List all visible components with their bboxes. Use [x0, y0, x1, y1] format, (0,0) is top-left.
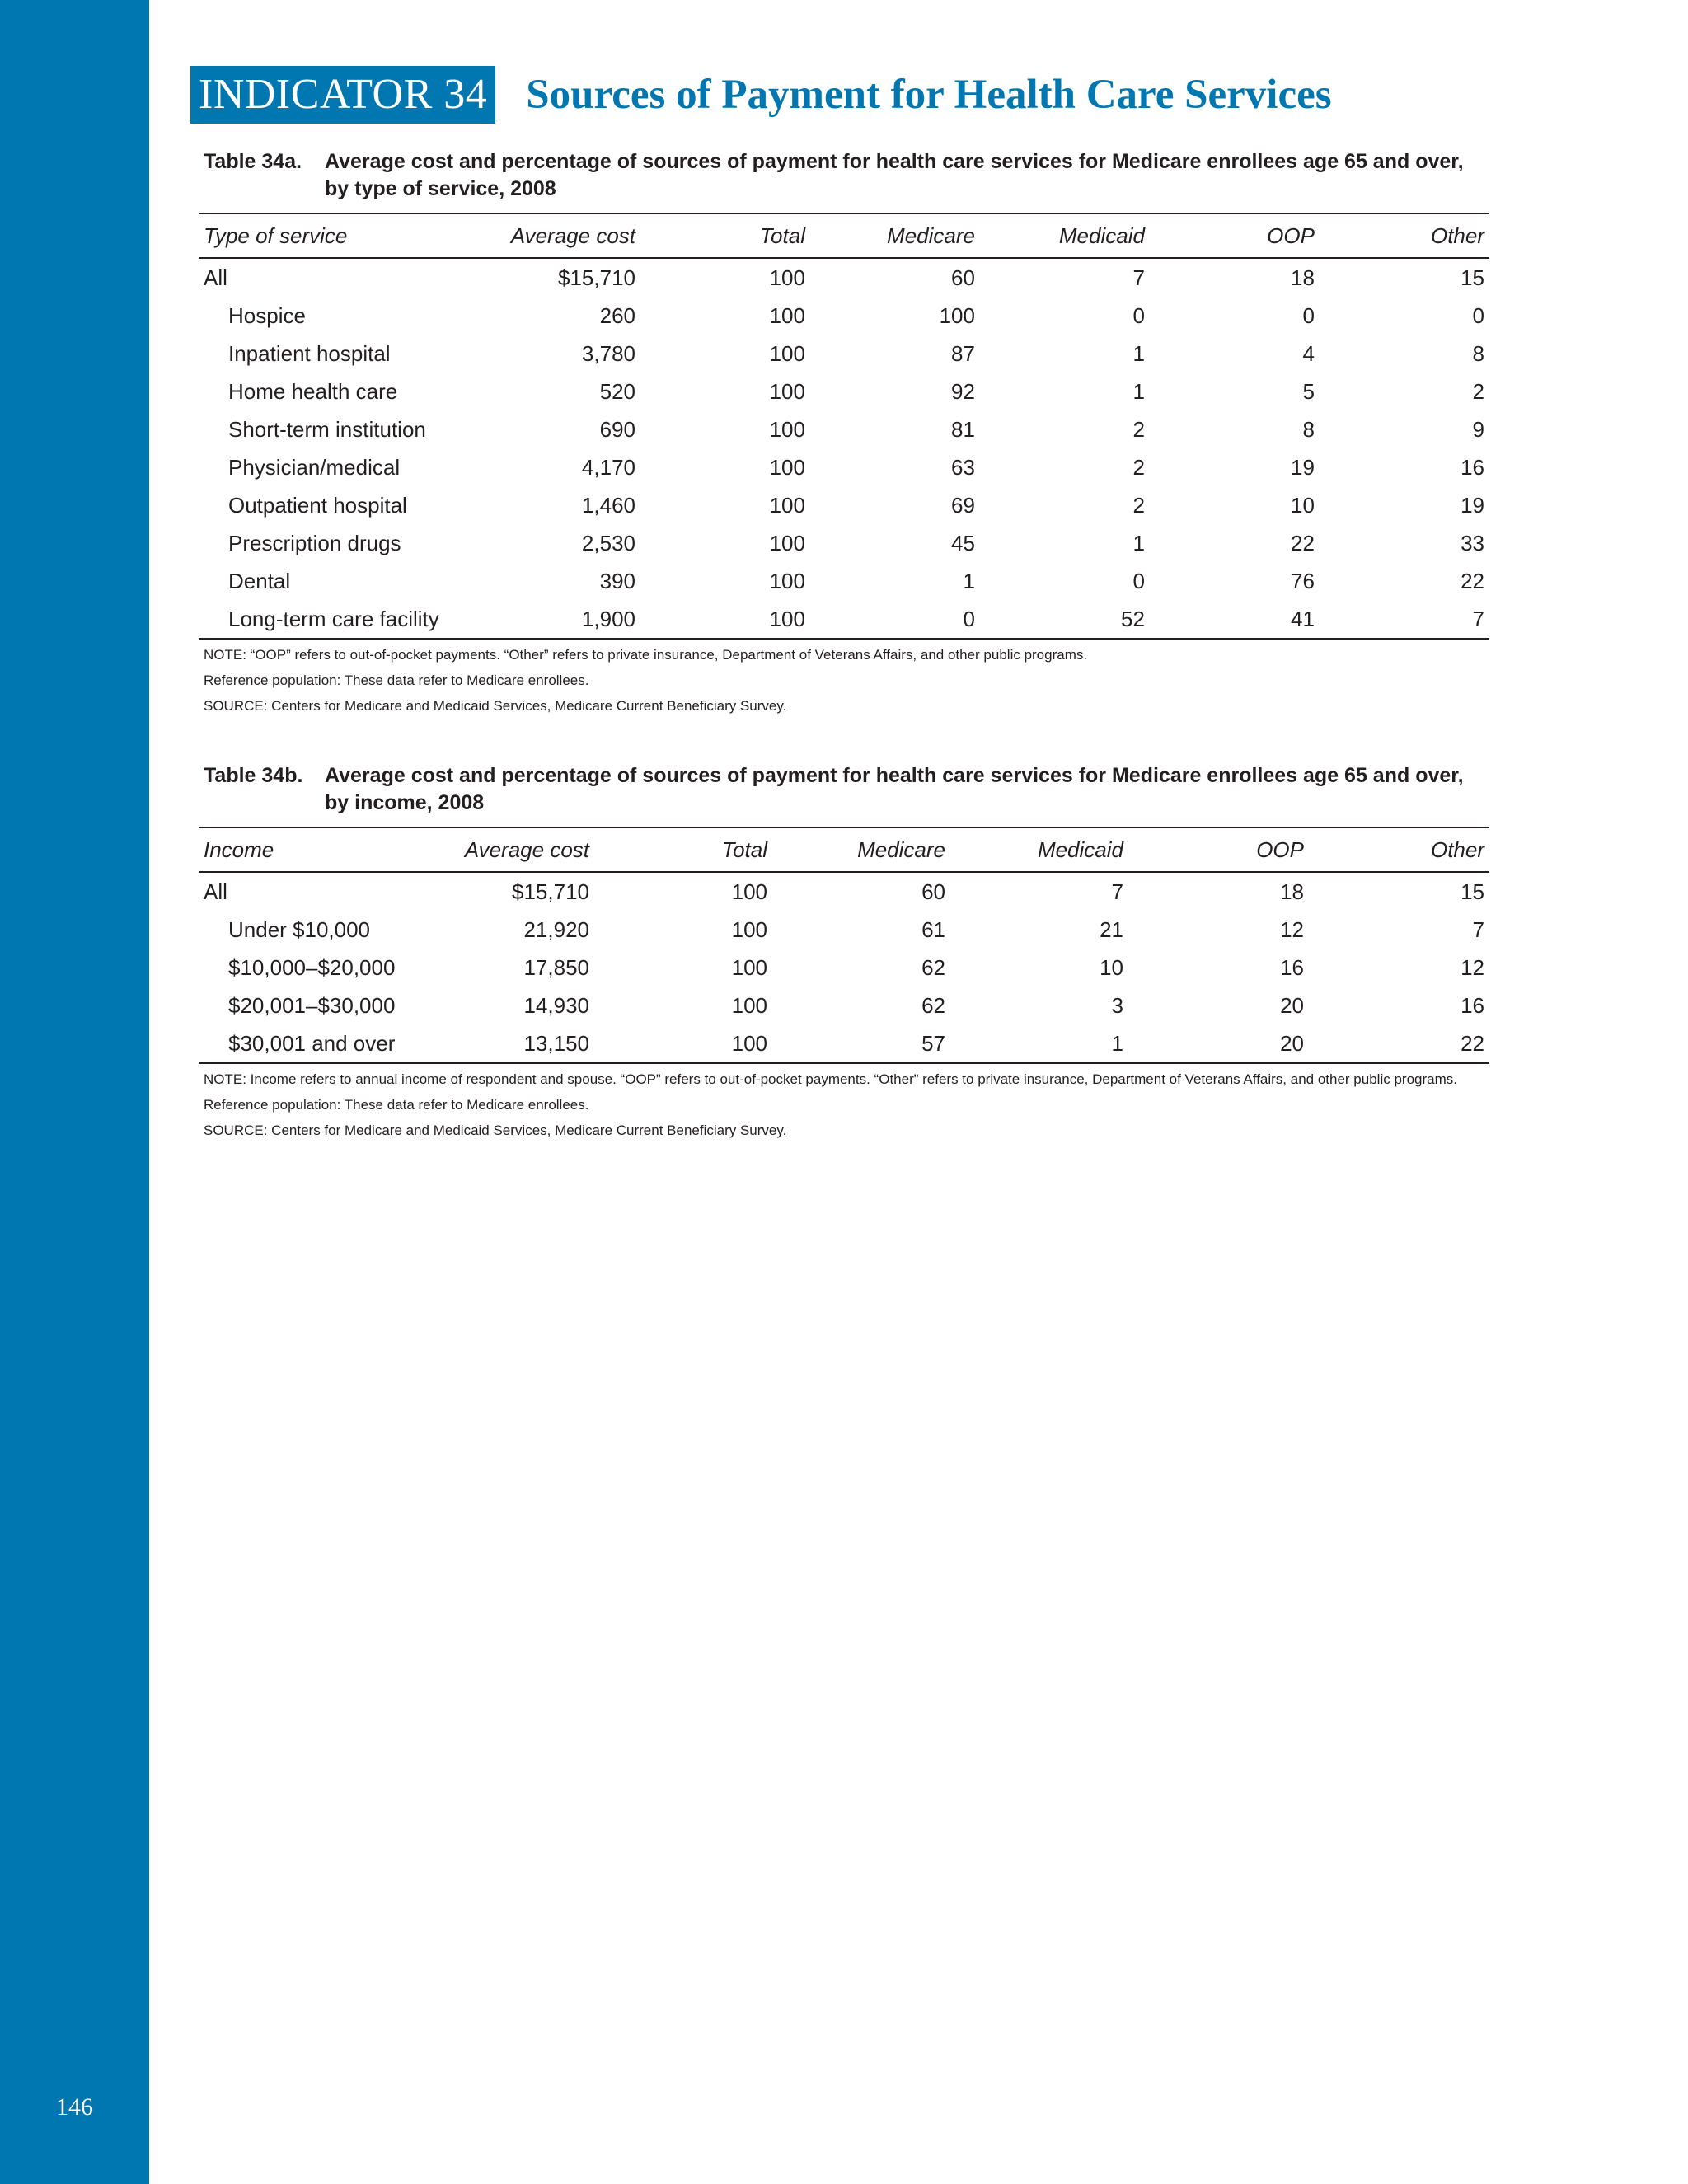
table-notes — [204, 1071, 1486, 1139]
table-cell: 100 — [731, 1030, 767, 1056]
table-34a — [199, 213, 1489, 640]
table-cell: 3 — [1111, 992, 1123, 1018]
row-label: Physician/medical — [228, 454, 401, 480]
row-label: All — [204, 879, 227, 904]
table-cell: 2 — [1132, 492, 1145, 518]
row-label: $30,001 and over — [228, 1030, 396, 1056]
source-text: SOURCE: Centers for Medicare and Medicaid Services, Medicare Current Beneficiary Survey. — [204, 698, 787, 714]
row-label: Inpatient hospital — [228, 340, 391, 366]
table-cell: 69 — [951, 492, 975, 518]
table-label: Table 34b. — [204, 764, 303, 787]
table-34a-block — [199, 148, 1489, 723]
table-row — [199, 600, 1489, 639]
table-cell: 7 — [1132, 265, 1145, 290]
table-cell: 100 — [769, 265, 805, 290]
table-cell: 100 — [769, 378, 805, 404]
table-body — [199, 872, 1489, 1063]
table-cell: 22 — [1461, 568, 1484, 593]
table-row — [199, 410, 1489, 448]
column-header: Medicaid — [1058, 223, 1145, 248]
table-caption — [204, 148, 1481, 203]
table-cell: 2 — [1132, 416, 1145, 442]
sidebar-band — [0, 0, 149, 2184]
table-row — [199, 987, 1489, 1024]
column-header: OOP — [1256, 837, 1304, 862]
column-header: Total — [721, 837, 767, 862]
table-cell: 100 — [731, 992, 767, 1018]
table-cell: 1,460 — [581, 492, 635, 518]
table-caption-text: Average cost and percentage of sources of payment for health care services for Medicare enrollees age 65 and over, by type of service, 2008 — [325, 150, 1464, 200]
table-cell: $15,710 — [558, 265, 635, 290]
row-label: Under $10,000 — [228, 916, 371, 942]
table-cell: 41 — [1291, 606, 1315, 631]
table-cell: 57 — [921, 1030, 945, 1056]
table-cell: 45 — [951, 530, 975, 555]
page-header — [190, 66, 1332, 124]
reference-population-text: Reference population: These data refer to Medicare enrollees. — [204, 673, 589, 688]
table-row — [199, 297, 1489, 335]
page-title: Sources of Payment for Health Care Services — [526, 72, 1332, 118]
table-cell: 16 — [1461, 454, 1484, 480]
column-header: Medicare — [887, 223, 975, 248]
table-cell: 690 — [599, 416, 635, 442]
column-header: OOP — [1267, 223, 1315, 248]
table-row — [199, 373, 1489, 410]
table-cell: 100 — [769, 416, 805, 442]
page-number: 146 — [56, 2093, 93, 2121]
table-cell: 0 — [1132, 568, 1145, 593]
table-cell: 60 — [951, 265, 975, 290]
column-header: Type of service — [204, 223, 348, 248]
table-caption — [204, 762, 1481, 817]
table-cell: 18 — [1291, 265, 1315, 290]
table-cell: 12 — [1280, 916, 1304, 942]
table-row — [199, 911, 1489, 949]
column-header: Other — [1430, 223, 1484, 248]
table-cell: 92 — [951, 378, 975, 404]
table-notes — [204, 646, 1486, 715]
table-cell: 9 — [1472, 416, 1484, 442]
row-label: All — [204, 265, 227, 290]
table-header-row — [199, 827, 1489, 872]
table-cell: 2 — [1132, 454, 1145, 480]
row-label: $10,000–$20,000 — [228, 954, 396, 980]
table-cell: 22 — [1291, 530, 1315, 555]
column-header: Income — [204, 837, 274, 862]
table-cell: 100 — [769, 530, 805, 555]
table-cell: 87 — [951, 340, 975, 366]
table-header-row — [199, 213, 1489, 258]
table-cell: 18 — [1280, 879, 1304, 904]
table-cell: 4 — [1302, 340, 1315, 366]
table-cell: 8 — [1472, 340, 1484, 366]
table-cell: 14,930 — [523, 992, 589, 1018]
table-label: Table 34a. — [204, 150, 302, 173]
table-cell: 1 — [1132, 378, 1145, 404]
table-row — [199, 872, 1489, 911]
row-label: Home health care — [228, 378, 398, 404]
indicator-label: INDICATOR 34 — [190, 66, 495, 124]
table-cell: 22 — [1461, 1030, 1484, 1056]
table-cell: 1 — [1132, 530, 1145, 555]
table-cell: 520 — [599, 378, 635, 404]
table-cell: 20 — [1280, 1030, 1304, 1056]
table-cell: 15 — [1461, 879, 1484, 904]
table-cell: 2 — [1472, 378, 1484, 404]
row-label: Hospice — [228, 302, 306, 328]
column-header: Medicaid — [1037, 837, 1123, 862]
table-cell: 100 — [769, 302, 805, 328]
column-header: Other — [1430, 837, 1484, 862]
table-34b-block — [199, 762, 1489, 1147]
table-cell: 52 — [1121, 606, 1145, 631]
reference-population-text: Reference population: These data refer to Medicare enrollees. — [204, 1097, 589, 1113]
table-row — [199, 258, 1489, 297]
row-label: $20,001–$30,000 — [228, 992, 396, 1018]
table-cell: 10 — [1291, 492, 1315, 518]
table-cell: 62 — [921, 992, 945, 1018]
table-cell: 100 — [731, 879, 767, 904]
table-row — [199, 524, 1489, 562]
table-cell: 100 — [731, 916, 767, 942]
table-cell: 1 — [1132, 340, 1145, 366]
note-text: NOTE: Income refers to annual income of respondent and spouse. “OOP” refers to out-of-pocket payments. “Other” refers to private insurance, Department of Veterans Affairs, and other public programs. — [204, 1071, 1457, 1087]
table-cell: 81 — [951, 416, 975, 442]
table-cell: 19 — [1291, 454, 1315, 480]
table-cell: 76 — [1291, 568, 1315, 593]
note-text: NOTE: “OOP” refers to out-of-pocket payments. “Other” refers to private insurance, Department of Veterans Affairs, and other public programs. — [204, 647, 1088, 663]
table-cell: 8 — [1302, 416, 1315, 442]
table-cell: 60 — [921, 879, 945, 904]
table-cell: 1 — [1111, 1030, 1123, 1056]
table-cell: 62 — [921, 954, 945, 980]
column-header: Medicare — [857, 837, 945, 862]
table-cell: 17,850 — [523, 954, 589, 980]
table-cell: 100 — [769, 492, 805, 518]
table-row — [199, 448, 1489, 486]
table-cell: 100 — [769, 340, 805, 366]
row-label: Short-term institution — [228, 416, 426, 442]
table-cell: 1 — [963, 568, 975, 593]
table-row — [199, 562, 1489, 600]
table-cell: 100 — [939, 302, 975, 328]
table-cell: $15,710 — [512, 879, 589, 904]
table-cell: 0 — [1472, 302, 1484, 328]
table-cell: 0 — [1302, 302, 1315, 328]
table-cell: 33 — [1461, 530, 1484, 555]
table-cell: 260 — [599, 302, 635, 328]
table-row — [199, 335, 1489, 373]
table-cell: 7 — [1472, 916, 1484, 942]
table-cell: 20 — [1280, 992, 1304, 1018]
table-cell: 100 — [769, 454, 805, 480]
table-row — [199, 486, 1489, 524]
row-label: Outpatient hospital — [228, 492, 407, 518]
table-cell: 61 — [921, 916, 945, 942]
table-cell: 16 — [1280, 954, 1304, 980]
table-caption-text: Average cost and percentage of sources of payment for health care services for Medicare enrollees age 65 and over, by income, 2008 — [325, 764, 1464, 814]
row-label: Dental — [228, 568, 291, 593]
table-cell: 0 — [963, 606, 975, 631]
table-cell: 13,150 — [523, 1030, 589, 1056]
table-cell: 100 — [769, 568, 805, 593]
table-cell: 12 — [1461, 954, 1484, 980]
table-cell: 5 — [1302, 378, 1315, 404]
table-cell: 100 — [769, 606, 805, 631]
table-cell: 7 — [1111, 879, 1123, 904]
table-34b — [199, 827, 1489, 1064]
column-header: Average cost — [510, 223, 635, 248]
source-text: SOURCE: Centers for Medicare and Medicaid Services, Medicare Current Beneficiary Survey. — [204, 1122, 787, 1138]
column-header: Total — [759, 223, 805, 248]
table-cell: 16 — [1461, 992, 1484, 1018]
table-row — [199, 949, 1489, 987]
table-cell: 390 — [599, 568, 635, 593]
table-cell: 19 — [1461, 492, 1484, 518]
table-cell: 0 — [1132, 302, 1145, 328]
row-label: Prescription drugs — [228, 530, 401, 555]
table-row — [199, 1024, 1489, 1063]
table-body — [199, 258, 1489, 639]
table-cell: 21,920 — [523, 916, 589, 942]
table-cell: 1,900 — [581, 606, 635, 631]
table-cell: 21 — [1100, 916, 1123, 942]
row-label: Long-term care facility — [228, 606, 439, 631]
table-cell: 4,170 — [581, 454, 635, 480]
table-cell: 2,530 — [581, 530, 635, 555]
table-cell: 15 — [1461, 265, 1484, 290]
table-cell: 3,780 — [581, 340, 635, 366]
column-header: Average cost — [464, 837, 589, 862]
table-cell: 10 — [1100, 954, 1123, 980]
table-cell: 63 — [951, 454, 975, 480]
table-cell: 7 — [1472, 606, 1484, 631]
table-cell: 100 — [731, 954, 767, 980]
